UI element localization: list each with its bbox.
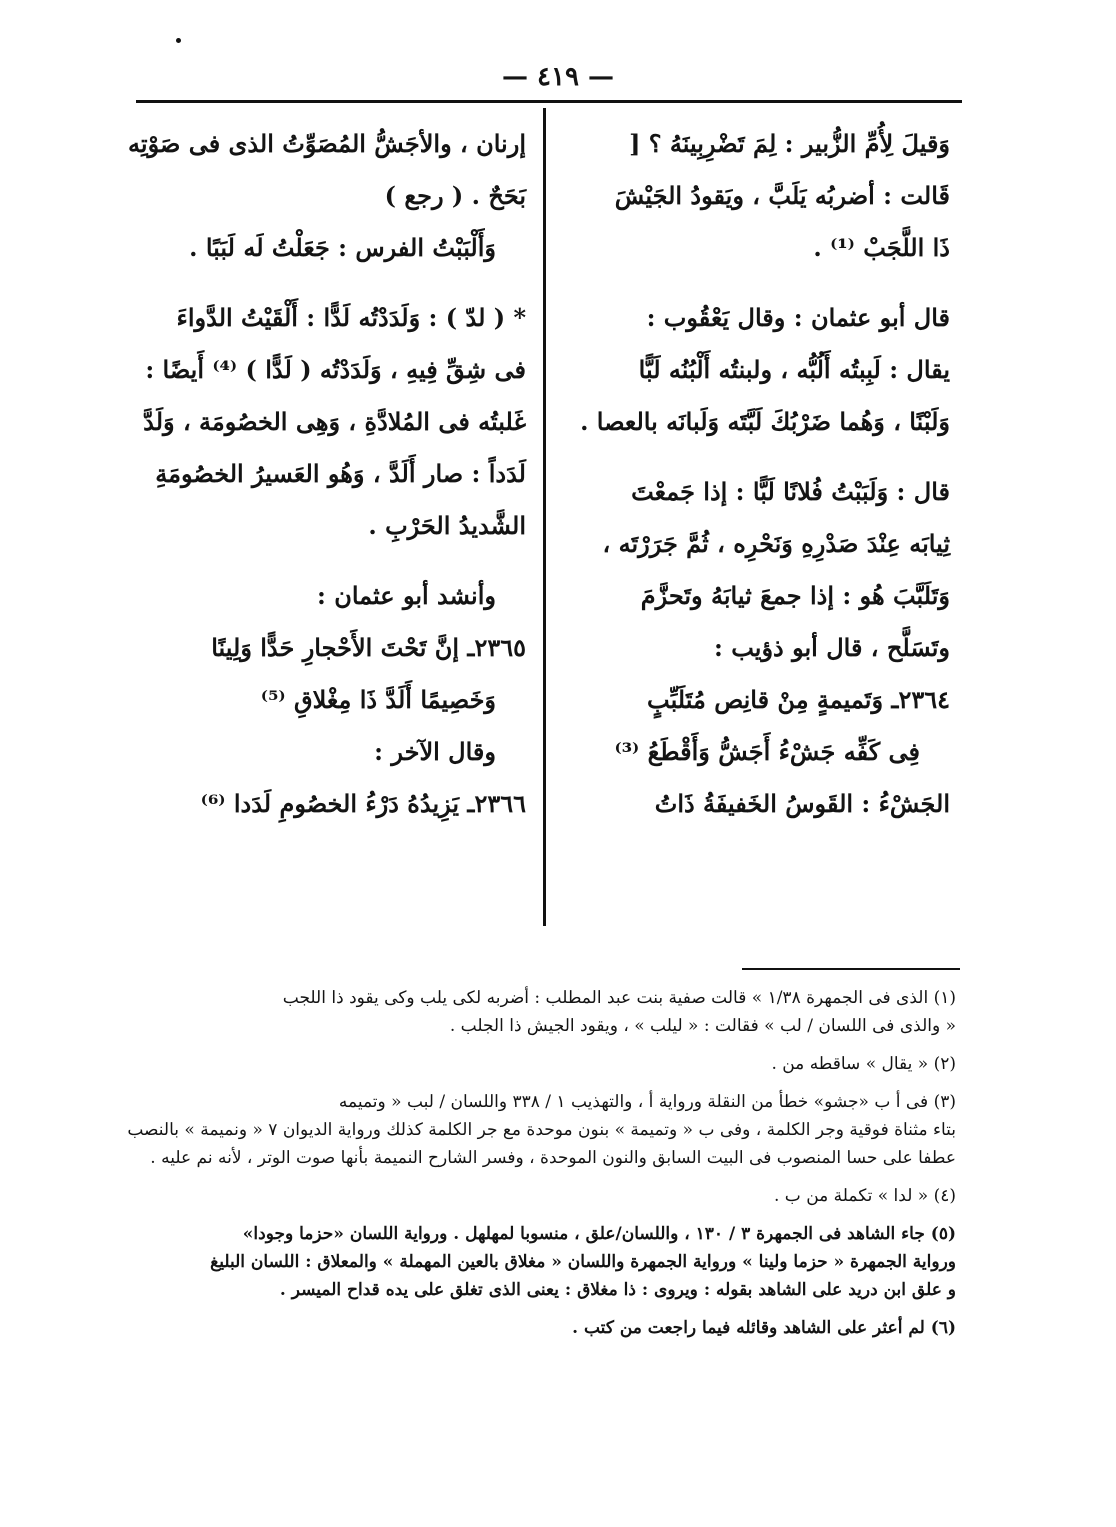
text-line: قَالت : أضربُه يَلَبَّ ، ويَقودُ الجَيْشَ bbox=[614, 181, 950, 210]
ink-speck bbox=[176, 38, 181, 43]
text-line: قال أبو عثمان : وقال يَعْقُوب : bbox=[646, 303, 950, 332]
right-column bbox=[568, 118, 950, 830]
footnotes bbox=[127, 984, 956, 1352]
verse-line: ٢٣٦٥ـ إنَّ تَحْتَ الأَحْجارِ حَدًّا وَلِينًا bbox=[211, 633, 526, 662]
footnote-2 bbox=[142, 1050, 956, 1078]
text-line: وَلَبْنًا ، وَهُما ضَرْبُكَ لَبَّتَه وَلَبانَه بالعصا . bbox=[580, 407, 950, 436]
footnote-line: (٦) لم أعثر على الشاهد وقائله فيما راجعت من كتب . bbox=[572, 1318, 956, 1338]
paragraph-gap bbox=[150, 274, 526, 292]
footnote-line: و علق ابن دريد على الشاهد بقوله : ويروى : ذا مغلاق : يعنى الذى تغلق على يده قداح الميسر . bbox=[279, 1280, 956, 1300]
text-line: يقال : لَبِبتُه أَلُبُّه ، ولبنتُه أَلْبُنُه لَبًّا bbox=[638, 355, 950, 384]
text-line: لَدَداً : صار أَلَدَّ ، وَهُو العَسيرُ الخصُومَةِ bbox=[155, 459, 526, 488]
text-line: وَأَلْبَبْتُ الفرس : جَعَلْتُ لَه لَبَبًا . bbox=[189, 233, 496, 262]
text-line: ثِيابَه عِنْدَ صَدْرِهِ وَنَحْرِه ، ثُمَّ جَرَرْتَه ، bbox=[602, 529, 950, 558]
text-line: الشَّديدُ الحَرْبِ . bbox=[368, 511, 526, 540]
footnote-line: « والذى فى اللسان / لب » فقالت : « ليلب » ، ويقود الجيش ذا الجلب . bbox=[449, 1016, 956, 1036]
left-column bbox=[128, 118, 526, 830]
footnote-4 bbox=[142, 1182, 956, 1210]
footnote-line: (٥) جاء الشاهد فى الجمهرة ٣ / ١٣٠ ، واللسان/علق ، منسوبا لمهلهل . ورواية اللسان «حزما وجودا» bbox=[242, 1224, 956, 1244]
text-line: وأنشد أبو عثمان : bbox=[317, 581, 496, 610]
footnote-rule bbox=[742, 968, 960, 970]
paragraph-gap bbox=[150, 552, 526, 570]
footnote-line: (٣) فى أ ب «جشو» خطأ من النقلة ورواية أ ، والتهذيب ١ / ٣٣٨ واللسان / لبب « وتميمه bbox=[338, 1092, 956, 1112]
verse-line: ٢٣٦٦ـ يَزِيدُهُ دَرْءُ الخصُومِ لَدَدا ⁽⁶⁾ bbox=[200, 789, 526, 818]
verse-line: ٢٣٦٤ـ وَتَميمةٍ مِنْ قانِص مُتَلَبِّبٍ bbox=[647, 685, 950, 714]
text-line: وَتَلَبَّبَ هُو : إذا جمعَ ثيابَهُ وتَحزَّمَ bbox=[640, 581, 950, 610]
text-line: وَقيلَ لِأُمِّ الزُّبير : لِمَ تَضْرِبِينَهُ ؟ [ bbox=[629, 129, 950, 158]
page-number: — ٤١٩ — bbox=[501, 62, 615, 92]
footnote-line: (١) الذى فى الجمهرة ١/٣٨ » قالت صفية بنت عبد المطلب : أضربه لكى يلب وكى يقود ذا اللجب bbox=[282, 988, 956, 1008]
text-line: وقال الآخر : bbox=[374, 737, 496, 766]
paragraph-gap bbox=[568, 448, 950, 466]
footnote-line: (٤) « لدا » تكملة من ب . bbox=[773, 1186, 956, 1206]
column-divider bbox=[543, 108, 546, 926]
text-line: إرنان ، والأجَشُّ المُصَوِّتُ الذى فى صَوْتِه bbox=[128, 129, 526, 158]
footnote-6 bbox=[142, 1314, 956, 1342]
text-line: الجَشْءُ : القَوسُ الخَفيفَةُ ذَاتُ bbox=[654, 789, 950, 818]
entry-heading-line: * ( لدّ ) : وَلَدَدْتُه لَدًّا : أَلْقَيْتُ الدَّواءَ bbox=[176, 303, 526, 332]
text-line: وتَسَلَّح ، قال أبو ذؤيب : bbox=[714, 633, 950, 662]
text-line: فى شِقِّ فِيهِ ، وَلَدَدْتُه ( لَدًّا ) ⁽⁴⁾ أَيضًا : bbox=[145, 355, 526, 384]
footnote-5 bbox=[142, 1220, 956, 1304]
footnote-3 bbox=[127, 1088, 956, 1172]
footnote-line: عطفا على حسا المنصوب فى البيت السابق والنون الموحدة ، وفسر الشارح النميمة بأنها صوت الوتر ، لأنه نم عليه . bbox=[150, 1148, 956, 1168]
footnote-line: بتاء مثناة فوقية وجر الكلمة ، وفى ب « وتميمة » بنون موحدة مع جر الكلمة كذلك ورواية الديوان ٧ « ونميمة » بالنصب bbox=[127, 1120, 956, 1140]
text-line: قال : وَلَبَبْتُ فُلانًا لَبًّا : إذا جَمعْتَ bbox=[631, 477, 950, 506]
footnote-line: ورواية الجمهرة « حزما ولينا » ورواية الجمهرة واللسان « مغلاق بالعين المهملة » والمعلاق : اللسان البليغ bbox=[210, 1252, 956, 1272]
text-line: بَحَحٌ . ( رجع ) bbox=[384, 181, 526, 210]
header-rule bbox=[136, 100, 962, 103]
footnote-line: (٢) « يقال » ساقطه من . bbox=[771, 1054, 956, 1074]
verse-line: فِى كَفِّه جَشْءُ أَجَشُّ وَأَقْطَعُ ⁽³⁾ bbox=[614, 737, 920, 766]
footnote-1 bbox=[142, 984, 956, 1040]
text-line: غَلبتُه فى المُلادَّةِ ، وَهِى الخصُومَة ، وَلَدَّ bbox=[143, 407, 526, 436]
paragraph-gap bbox=[568, 274, 950, 292]
text-line: ذَا اللَّجَبْ ⁽¹⁾ . bbox=[813, 233, 950, 262]
verse-line: وَخَصِيمًا أَلَدَّ ذَا مِغْلاقِ ⁽⁵⁾ bbox=[260, 685, 496, 714]
